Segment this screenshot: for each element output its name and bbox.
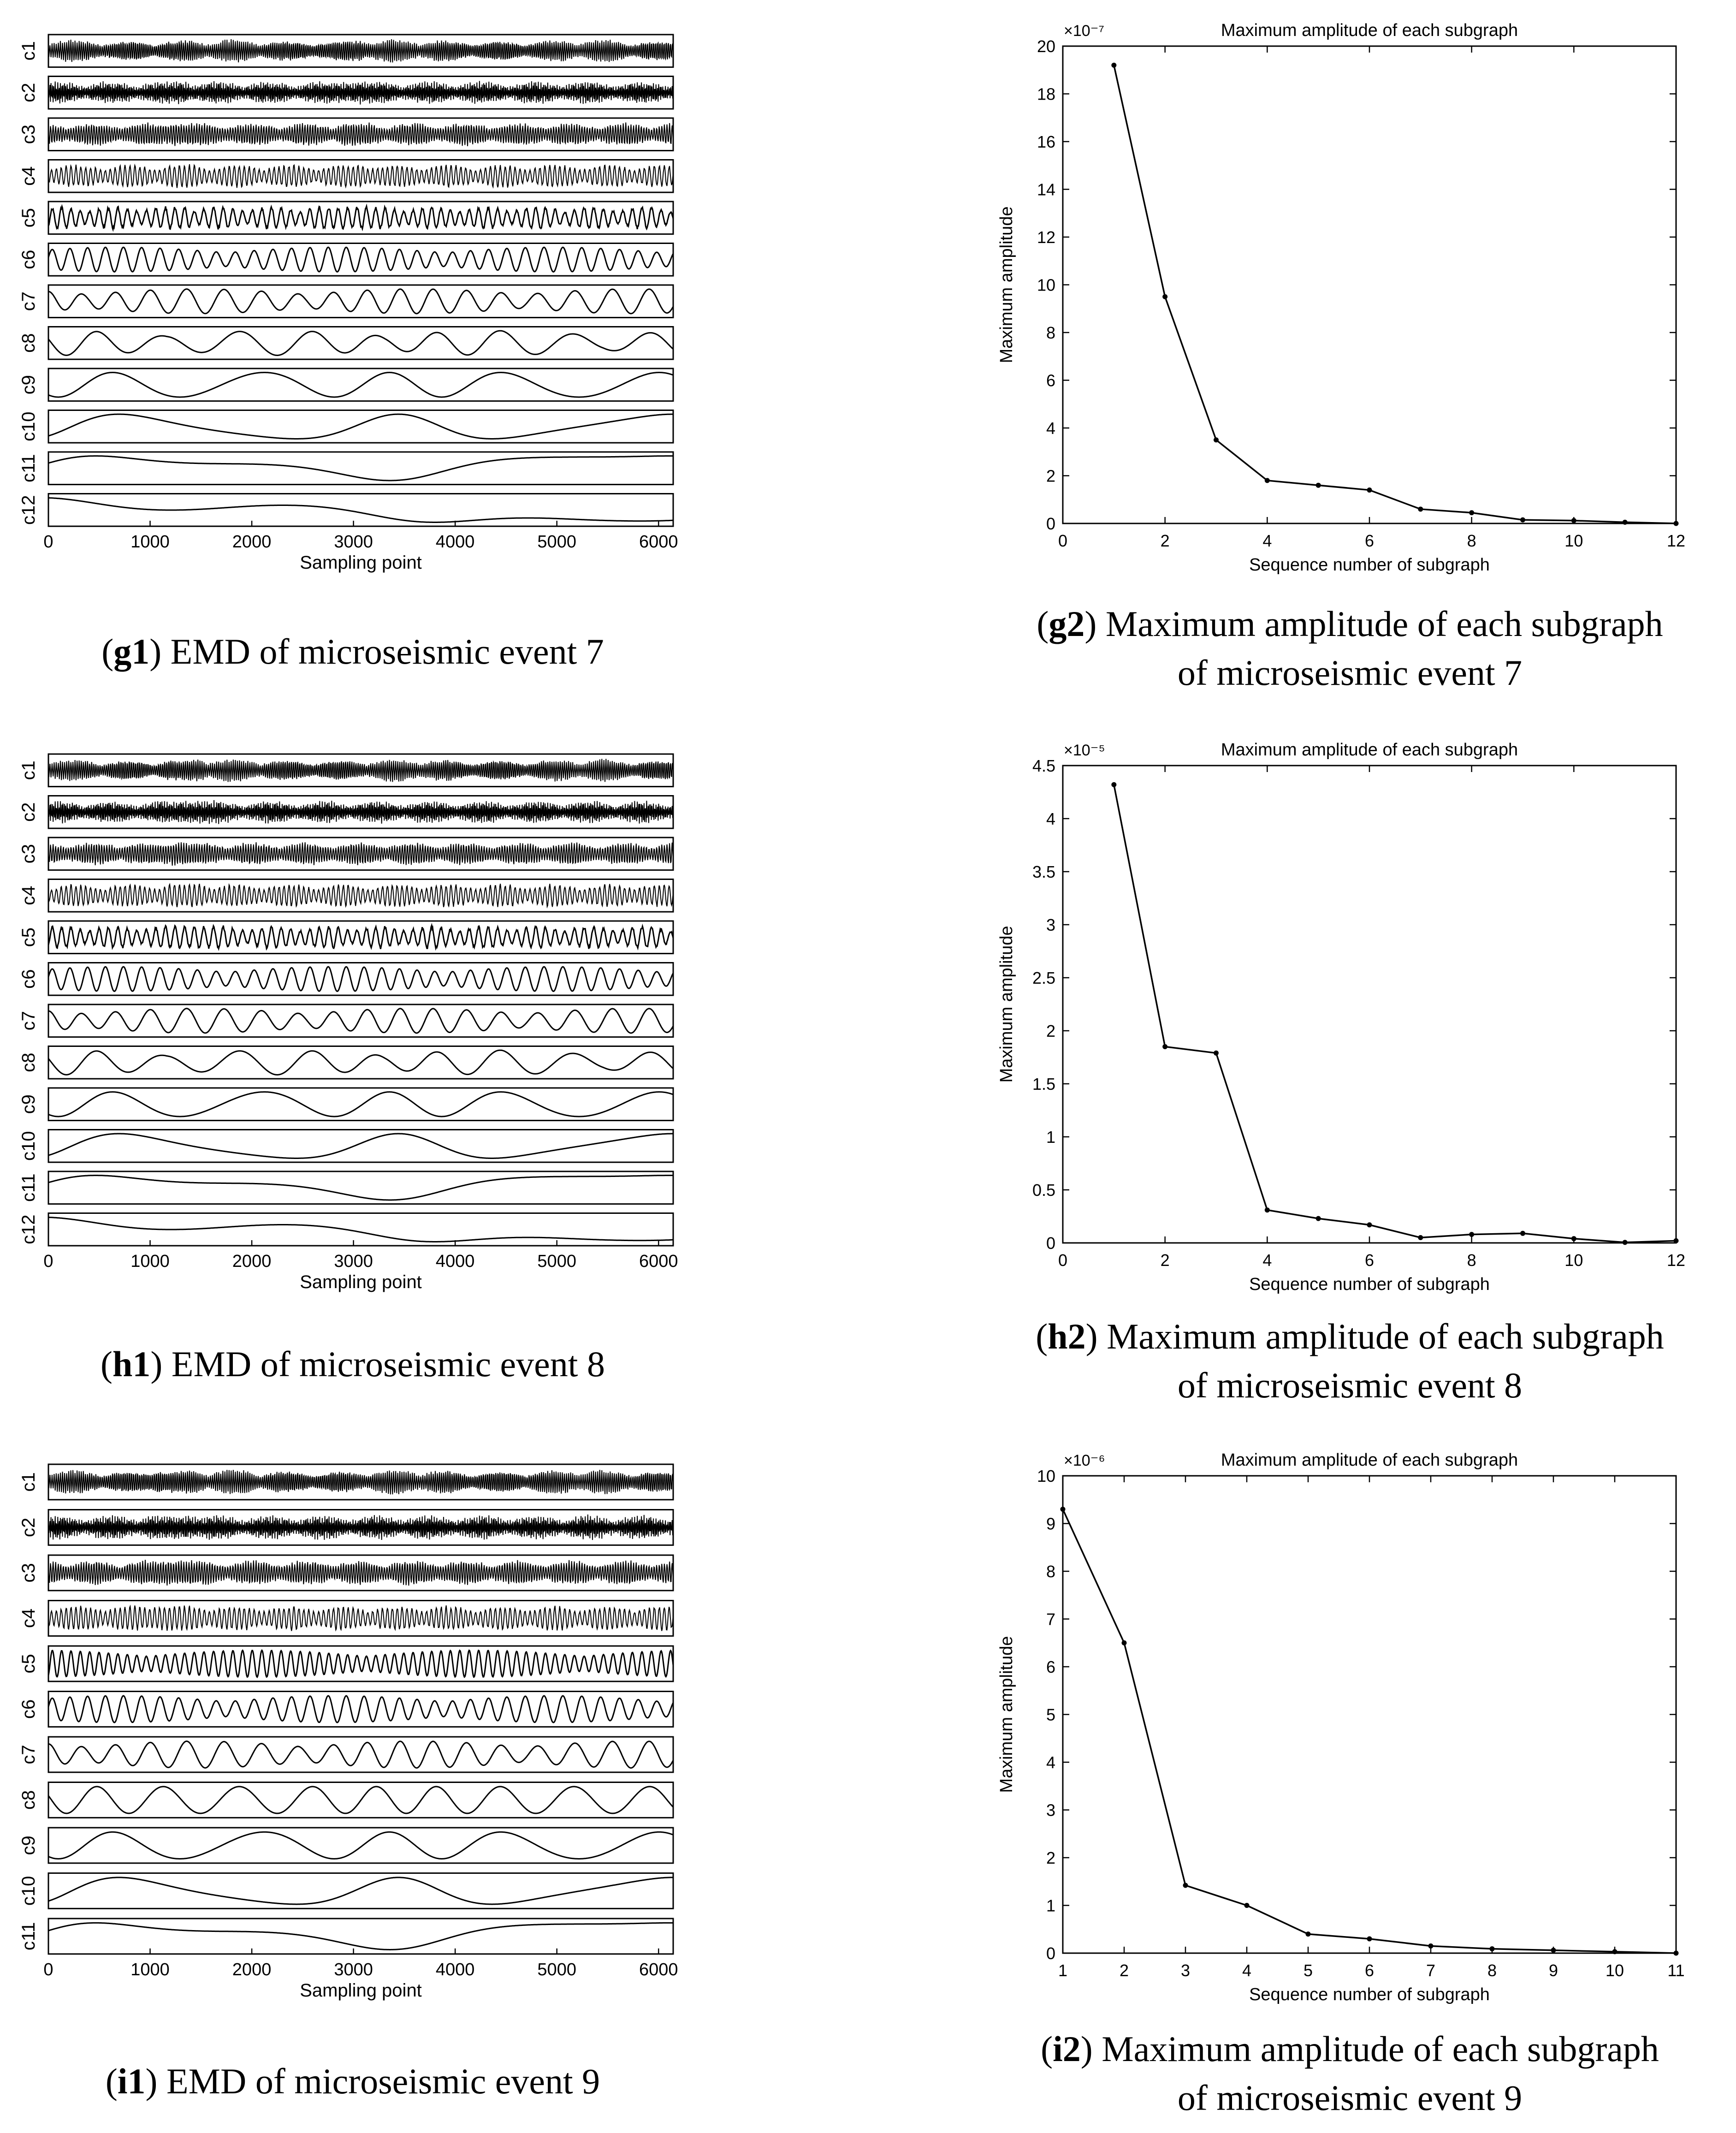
axis-exponent: ×10⁻⁵ — [1064, 742, 1105, 759]
data-point — [1214, 1051, 1219, 1056]
x-tick-label: 5 — [1303, 1961, 1313, 1980]
x-tick-label: 6 — [1364, 531, 1375, 550]
x-axis-label: Sampling point — [300, 553, 422, 573]
y-tick-label: 2 — [1046, 466, 1055, 486]
chart-title: Maximum amplitude of each subgraph — [1221, 1450, 1518, 1470]
imf-label: c9 — [18, 1094, 39, 1114]
x-tick-label: 8 — [1467, 1251, 1476, 1270]
caption-h2-text2: of microseismic event 8 — [1177, 1365, 1523, 1405]
caption-g1: (g1) EMD of microseismic event 7 — [101, 631, 604, 671]
x-tick-label: 2000 — [232, 532, 272, 552]
emd-chart-h1 — [0, 719, 705, 1319]
imf-label: c2 — [18, 1517, 39, 1538]
x-tick-label: 3 — [1180, 1961, 1191, 1980]
y-tick-label: 3 — [1046, 915, 1055, 934]
caption-g2-text2: of microseismic event 7 — [1177, 653, 1523, 693]
imf-label: c1 — [18, 41, 39, 61]
x-axis-label: Sampling point — [300, 1272, 422, 1293]
data-point — [1571, 518, 1576, 523]
y-tick-label: 7 — [1046, 1610, 1055, 1629]
imf-label: c12 — [18, 1214, 39, 1245]
x-tick-label: 6 — [1364, 1251, 1375, 1270]
y-tick-label: 0 — [1046, 514, 1055, 533]
x-axis-label: Sequence number of subgraph — [1249, 555, 1490, 575]
y-tick-label: 2.5 — [1032, 968, 1055, 987]
caption-i1-tag: i1 — [117, 2061, 146, 2101]
panel-h2 — [959, 719, 1736, 1319]
x-tick-label: 4000 — [435, 1252, 475, 1271]
x-tick-label: 10 — [1564, 531, 1583, 550]
imf-label: c7 — [18, 1745, 39, 1765]
imf-label: c3 — [18, 1563, 39, 1583]
axis-exponent: ×10⁻⁷ — [1064, 22, 1104, 40]
caption-i2-text2: of microseismic event 9 — [1177, 2078, 1523, 2118]
data-point — [1265, 478, 1270, 483]
imf-frame — [48, 1601, 673, 1636]
amplitude-chart-g2 — [959, 0, 1736, 600]
data-point — [1162, 294, 1167, 299]
amplitude-chart-h2 — [959, 719, 1736, 1319]
imf-frame — [48, 202, 673, 234]
caption-g1-tag: g1 — [113, 631, 150, 671]
x-tick-label: 5000 — [537, 532, 576, 552]
y-tick-label: 10 — [1037, 1467, 1055, 1485]
x-tick-label: 5000 — [537, 1252, 576, 1271]
data-point — [1111, 782, 1116, 787]
x-tick-label: 5000 — [537, 1960, 576, 1979]
data-point — [1490, 1946, 1495, 1951]
x-tick-label: 10 — [1605, 1961, 1624, 1980]
data-point — [1061, 1507, 1066, 1512]
x-tick-label: 3000 — [334, 1252, 373, 1271]
y-tick-label: 4 — [1046, 1753, 1055, 1772]
axis-exponent: ×10⁻⁶ — [1064, 1452, 1105, 1469]
caption-h2-text: Maximum amplitude of each subgraph — [1107, 1316, 1664, 1356]
x-tick-label: 6 — [1364, 1961, 1375, 1980]
data-point — [1674, 1951, 1679, 1956]
data-point — [1520, 1231, 1525, 1236]
plot-frame — [1063, 46, 1676, 523]
y-tick-label: 8 — [1046, 323, 1055, 342]
x-axis-label: Sequence number of subgraph — [1249, 1985, 1490, 2004]
data-point — [1418, 506, 1423, 511]
imf-label: c9 — [18, 375, 39, 395]
caption-i1-text: EMD of microseismic event 9 — [166, 2061, 600, 2101]
imf-frame — [48, 1737, 673, 1772]
emd-chart-g1 — [0, 0, 705, 600]
data-point — [1520, 517, 1525, 523]
imf-label: c7 — [18, 291, 39, 311]
y-tick-label: 6 — [1046, 1658, 1055, 1676]
caption-i2-text: Maximum amplitude of each subgraph — [1102, 2029, 1659, 2069]
caption-i1: (i1) EMD of microseismic event 9 — [105, 2061, 600, 2101]
x-tick-label: 1000 — [130, 1252, 170, 1271]
data-point — [1111, 63, 1116, 68]
imf-frame — [48, 1088, 673, 1121]
panel-g2 — [959, 0, 1736, 600]
x-tick-label: 1000 — [130, 1960, 170, 1979]
y-tick-label: 8 — [1046, 1562, 1055, 1581]
y-tick-label: 1.5 — [1032, 1075, 1055, 1093]
data-point — [1183, 1883, 1188, 1888]
data-point — [1551, 1948, 1556, 1953]
x-tick-label: 12 — [1666, 531, 1686, 550]
imf-label: c8 — [18, 1052, 39, 1072]
x-tick-label: 0 — [43, 1960, 53, 1979]
imf-label: c8 — [18, 333, 39, 353]
data-point — [1571, 1236, 1576, 1241]
x-tick-label: 4 — [1262, 1251, 1272, 1270]
imf-label: c7 — [18, 1011, 39, 1031]
imf-label: c2 — [18, 83, 39, 102]
panel-i2 — [959, 1430, 1736, 2029]
y-tick-label: 4.5 — [1032, 756, 1055, 775]
imf-label: c5 — [18, 208, 39, 228]
caption-g2: (g2) Maximum amplitude of each subgraph of microseismic event 7 — [1037, 604, 1663, 693]
imf-label: c12 — [18, 495, 39, 525]
emd-chart-i1 — [0, 1430, 705, 2029]
y-tick-label: 16 — [1037, 132, 1055, 151]
x-tick-label: 2 — [1160, 531, 1170, 550]
data-point — [1428, 1943, 1434, 1949]
chart-title: Maximum amplitude of each subgraph — [1221, 21, 1518, 40]
x-tick-label: 12 — [1666, 1251, 1686, 1270]
caption-h1: (h1) EMD of microseismic event 8 — [101, 1344, 605, 1384]
x-tick-label: 2000 — [232, 1960, 272, 1979]
imf-label: c6 — [18, 1699, 39, 1719]
imf-label: c9 — [18, 1836, 39, 1855]
data-point — [1367, 1936, 1372, 1941]
x-tick-label: 1000 — [130, 532, 170, 552]
imf-label: c11 — [18, 1173, 39, 1202]
x-tick-label: 0 — [43, 1252, 53, 1271]
y-tick-label: 10 — [1037, 275, 1055, 295]
data-point — [1674, 1238, 1679, 1243]
data-point — [1367, 1222, 1372, 1227]
imf-label: c6 — [18, 250, 39, 269]
panel-i1 — [0, 1430, 705, 2029]
chart-title: Maximum amplitude of each subgraph — [1221, 740, 1518, 760]
y-tick-label: 2 — [1046, 1022, 1055, 1040]
caption-i2: (i2) Maximum amplitude of each subgraph of microseismic event 9 — [1041, 2029, 1659, 2118]
x-tick-label: 4000 — [435, 532, 475, 552]
x-tick-label: 0 — [43, 532, 53, 552]
y-axis-label: Maximum amplitude — [997, 1636, 1016, 1793]
imf-label: c4 — [18, 1608, 39, 1628]
imf-frame — [48, 160, 673, 193]
imf-label: c5 — [18, 927, 39, 947]
y-tick-label: 20 — [1037, 37, 1055, 56]
data-point — [1122, 1640, 1127, 1646]
x-axis-label: Sequence number of subgraph — [1249, 1275, 1490, 1294]
x-tick-label: 8 — [1467, 531, 1476, 550]
imf-frame — [48, 494, 673, 527]
panel-h1 — [0, 719, 705, 1319]
imf-label: c10 — [18, 1131, 39, 1161]
y-tick-label: 6 — [1046, 371, 1055, 390]
imf-label: c6 — [18, 969, 39, 989]
data-point — [1623, 1240, 1628, 1245]
imf-label: c11 — [18, 1922, 39, 1951]
imf-label: c2 — [18, 802, 39, 822]
x-tick-label: 3000 — [334, 532, 373, 552]
y-tick-label: 3 — [1046, 1800, 1055, 1820]
data-point — [1367, 487, 1372, 493]
imf-frame — [48, 879, 673, 912]
imf-label: c4 — [18, 885, 39, 905]
imf-label: c10 — [18, 411, 39, 442]
data-point — [1418, 1235, 1423, 1240]
y-tick-label: 4 — [1046, 809, 1055, 828]
x-tick-label: 6000 — [639, 532, 678, 552]
imf-label: c1 — [18, 761, 39, 780]
data-point — [1469, 510, 1474, 515]
caption-i2-tag: i2 — [1053, 2029, 1081, 2069]
x-tick-label: 0 — [1058, 531, 1068, 550]
imf-label: c11 — [18, 454, 39, 483]
amplitude-chart-i2 — [959, 1430, 1736, 2029]
panel-g1 — [0, 0, 705, 600]
data-point — [1306, 1931, 1311, 1937]
caption-h2: (h2) Maximum amplitude of each subgraph of microseismic event 8 — [1036, 1316, 1664, 1405]
y-tick-label: 2 — [1046, 1848, 1055, 1867]
x-tick-label: 3000 — [334, 1960, 373, 1979]
imf-frame — [48, 1828, 673, 1863]
plot-frame — [1063, 766, 1676, 1243]
x-tick-label: 9 — [1548, 1961, 1558, 1980]
data-point — [1244, 1903, 1250, 1908]
y-tick-label: 4 — [1046, 419, 1055, 438]
data-point — [1674, 521, 1679, 526]
y-tick-label: 12 — [1037, 228, 1055, 247]
imf-frame — [48, 1646, 673, 1681]
y-tick-label: 0.5 — [1032, 1181, 1055, 1200]
x-tick-label: 2000 — [232, 1252, 272, 1271]
caption-g2-text: Maximum amplitude of each subgraph — [1105, 604, 1663, 644]
x-tick-label: 6000 — [639, 1960, 678, 1979]
imf-label: c8 — [18, 1790, 39, 1810]
imf-label: c3 — [18, 844, 39, 864]
x-tick-label: 4 — [1242, 1961, 1252, 1980]
data-point — [1469, 1232, 1474, 1237]
data-point — [1162, 1044, 1167, 1049]
y-tick-label: 0 — [1046, 1944, 1055, 1963]
x-tick-label: 0 — [1058, 1251, 1068, 1270]
y-tick-label: 5 — [1046, 1705, 1055, 1724]
x-tick-label: 10 — [1564, 1251, 1583, 1270]
y-tick-label: 3.5 — [1032, 862, 1055, 881]
data-point — [1214, 437, 1219, 442]
data-point — [1316, 483, 1321, 488]
imf-frame — [48, 1213, 673, 1246]
x-tick-label: 8 — [1487, 1961, 1497, 1980]
data-point — [1612, 1949, 1618, 1954]
x-tick-label: 4000 — [435, 1960, 475, 1979]
y-tick-label: 0 — [1046, 1234, 1055, 1253]
data-point — [1623, 520, 1628, 525]
imf-frame — [48, 921, 673, 954]
imf-label: c5 — [18, 1654, 39, 1674]
x-tick-label: 1 — [1058, 1961, 1068, 1980]
x-tick-label: 2 — [1160, 1251, 1170, 1270]
data-point — [1265, 1207, 1270, 1212]
y-tick-label: 9 — [1046, 1514, 1055, 1533]
caption-g2-tag: g2 — [1049, 604, 1085, 644]
caption-h1-tag: h1 — [112, 1344, 151, 1384]
caption-h1-text: EMD of microseismic event 8 — [171, 1344, 605, 1384]
x-tick-label: 4 — [1262, 531, 1272, 550]
plot-frame — [1063, 1476, 1676, 1953]
imf-label: c10 — [18, 1876, 39, 1906]
y-tick-label: 14 — [1037, 180, 1055, 199]
caption-g1-text: EMD of microseismic event 7 — [170, 631, 604, 671]
x-tick-label: 6000 — [639, 1252, 678, 1271]
imf-label: c4 — [18, 166, 39, 186]
imf-frame — [48, 368, 673, 401]
x-tick-label: 2 — [1119, 1961, 1129, 1980]
y-axis-label: Maximum amplitude — [997, 926, 1016, 1083]
x-axis-label: Sampling point — [300, 1980, 422, 2001]
caption-h2-tag: h2 — [1048, 1316, 1086, 1356]
imf-label: c3 — [18, 125, 39, 144]
y-tick-label: 18 — [1037, 84, 1055, 104]
imf-label: c1 — [18, 1472, 39, 1492]
y-tick-label: 1 — [1046, 1128, 1055, 1147]
y-axis-label: Maximum amplitude — [997, 206, 1016, 363]
data-point — [1316, 1216, 1321, 1221]
y-tick-label: 1 — [1046, 1896, 1055, 1915]
x-tick-label: 7 — [1426, 1961, 1436, 1980]
x-tick-label: 11 — [1667, 1961, 1685, 1980]
